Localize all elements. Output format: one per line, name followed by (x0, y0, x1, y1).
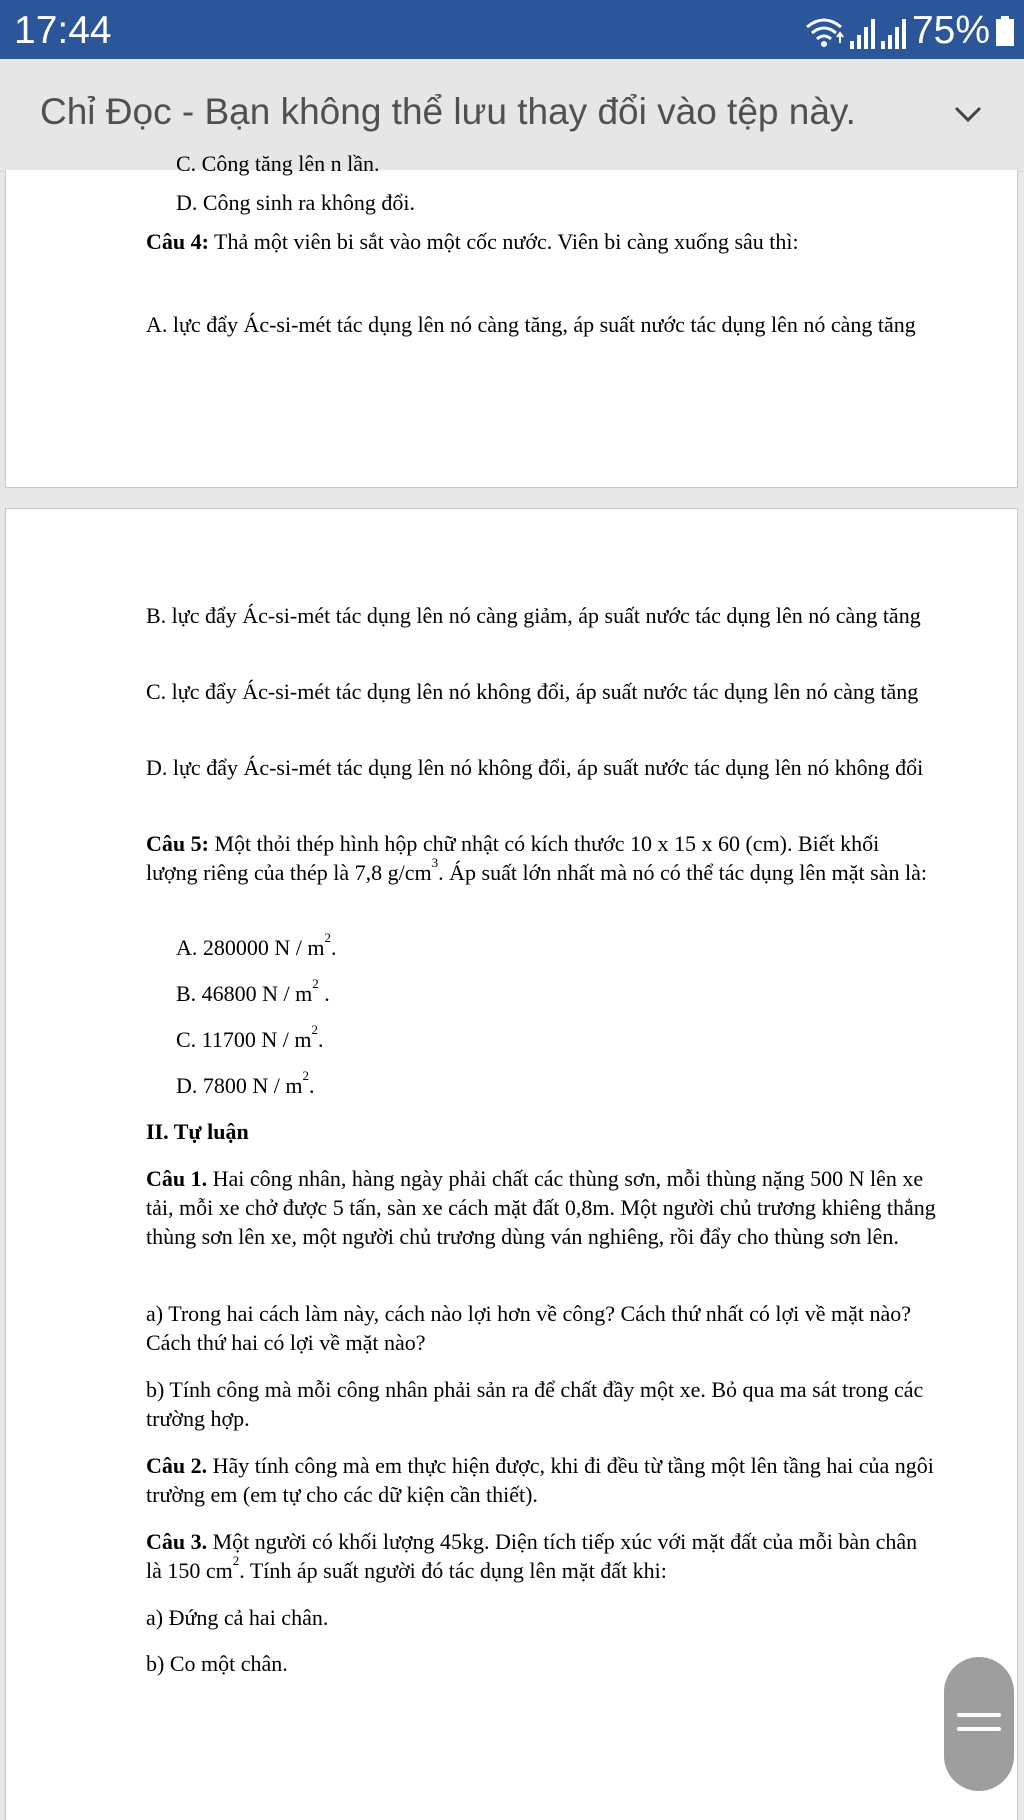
read-only-message: Chỉ Đọc - Bạn không thể lưu thay đổi vào tệp này. (40, 91, 856, 132)
e1-label: Câu 1. (146, 1166, 208, 1191)
e2-label: Câu 2. (146, 1453, 208, 1478)
q3-option-d: D. Công sinh ra không đổi. (176, 190, 415, 215)
status-bar (0, 0, 1024, 59)
e3-label: Câu 3. (146, 1529, 208, 1554)
q5-a-end: . (331, 935, 337, 960)
question-5 (146, 829, 936, 887)
essay-question-1 (146, 1164, 936, 1251)
q5-c-sup: 2 (311, 1022, 318, 1037)
q5-option-b (176, 976, 330, 1008)
battery-percent: 75% (911, 9, 990, 52)
q4-option-d: D. lực đẩy Ác-si-mét tác dụng lên nó không đổi, áp suất nước tác dụng lên nó không đổi (146, 755, 924, 780)
clock: 17:44 (14, 9, 112, 52)
section-title: II. Tự luận (146, 1119, 249, 1144)
essay-question-3a: a) Đứng cả hai chân. (146, 1605, 329, 1630)
q4-option-a: A. lực đẩy Ác-si-mét tác dụng lên nó càng tăng, áp suất nước tác dụng lên nó càng tăng (146, 312, 916, 337)
q5-option-a (176, 930, 337, 962)
q5-a-text: A. 280000 N / m (176, 935, 325, 960)
q5-d-end: . (309, 1073, 315, 1098)
signal-icon (850, 19, 875, 49)
q5-b-text: B. 46800 N / m (176, 981, 313, 1006)
read-only-banner (0, 59, 1024, 172)
q5-c-end: . (317, 1027, 324, 1052)
essay-question-3b: b) Co một chân. (146, 1651, 288, 1676)
document-page-1 (5, 151, 1018, 488)
essay-question-1b: b) Tính công mà mỗi công nhân phải sản ra để chất đầy một xe. Bỏ qua ma sát trong các trường hợp. (146, 1377, 924, 1431)
q5-b-end: . (318, 981, 330, 1006)
q3-option-c: C. Công tăng lên n lần. (176, 151, 380, 176)
chevron-down-icon[interactable] (948, 95, 988, 135)
scroll-handle[interactable] (944, 1657, 1014, 1791)
signal-icon-2 (881, 19, 906, 49)
essay-question-2 (146, 1451, 936, 1509)
status-icons (804, 9, 1014, 53)
q4-label: Câu 4: (146, 229, 209, 254)
e3-text: Một người có khối lượng 45kg. Diện tích tiếp xúc với mặt đất của mỗi bàn chân là 150 cm (146, 1529, 918, 1583)
q5-b-sup: 2 (312, 976, 319, 991)
document-page-2 (5, 508, 1018, 1820)
q5-option-c (176, 1022, 324, 1054)
question-4 (146, 227, 799, 256)
q5-text: Một thỏi thép hình hộp chữ nhật có kích thước 10 x 15 x 60 (cm). Biết khối lượng riêng của thép là 7,8 g/cm (146, 831, 880, 885)
q4-option-c: C. lực đẩy Ác-si-mét tác dụng lên nó không đổi, áp suất nước tác dụng lên nó càng tăng (146, 679, 919, 704)
e1-text: Hai công nhân, hàng ngày phải chất các thùng sơn, mỗi thùng nặng 500 N lên xe tải, mỗi xe chở được 5 tấn, sàn xe cách mặt đất 0,8m. Một người chủ trương khiêng thẳng thùng sơn lên xe, một người chủ trương dùng ván nghiêng, rồi đẩy cho thùng sơn lên. (146, 1166, 936, 1249)
essay-question-3 (146, 1527, 936, 1585)
q5-c-text: C. 11700 N / m (176, 1027, 312, 1052)
q5-text-end: . Áp suất lớn nhất mà nó có thể tác dụng lên mặt sàn là: (438, 860, 927, 885)
essay-question-1a: a) Trong hai cách làm này, cách nào lợi hơn về công? Cách thứ nhất có lợi về mặt nào? Cách thứ hai có lợi về mặt nào? (146, 1301, 912, 1355)
wifi-icon (804, 15, 844, 49)
q5-d-text: D. 7800 N / m (176, 1073, 303, 1098)
q4-option-b: B. lực đẩy Ác-si-mét tác dụng lên nó càng giảm, áp suất nước tác dụng lên nó càng tăng (146, 603, 921, 628)
battery-icon (996, 16, 1014, 46)
q5-a-sup: 2 (324, 930, 331, 945)
e3-sup: 2 (232, 1553, 240, 1568)
q5-label: Câu 5: (146, 831, 209, 856)
q5-option-d (176, 1068, 315, 1100)
e3-text-end: . Tính áp suất người đó tác dụng lên mặt đất khi: (239, 1558, 667, 1583)
q5-superscript: 3 (431, 855, 439, 870)
e2-text: Hãy tính công mà em thực hiện được, khi đi đều từ tầng một lên tầng hai của ngôi trường em (em tự cho các dữ kiện cần thiết). (146, 1453, 934, 1507)
section-heading (146, 1117, 249, 1146)
q4-text: Thả một viên bi sắt vào một cốc nước. Viên bi càng xuống sâu thì: (208, 229, 799, 254)
q5-d-sup: 2 (302, 1068, 309, 1083)
